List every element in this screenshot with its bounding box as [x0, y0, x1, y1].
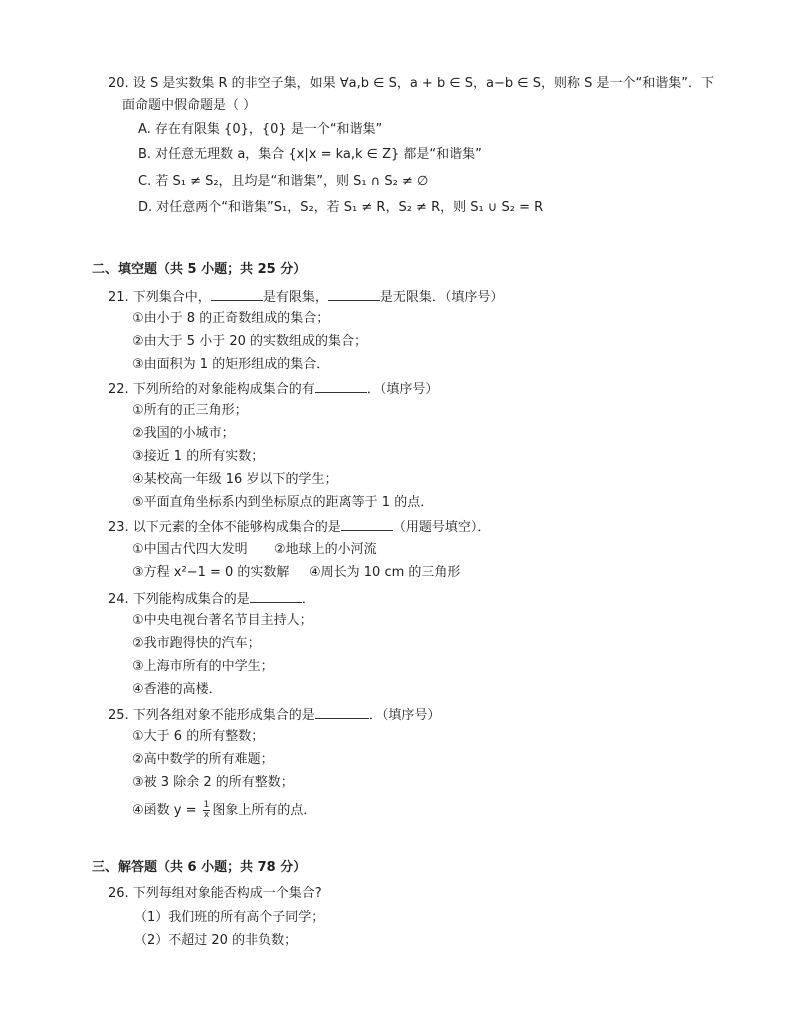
- q20-stem-line2: 面命题中假命题是（ ）: [122, 98, 257, 113]
- q25-item-4-pre: ④函数 y =: [132, 803, 201, 818]
- q25-item-4-post: 图象上所有的点．: [212, 803, 317, 818]
- q25-item-4: [132, 801, 316, 820]
- q20-option-c: C. 若 S₁ ≠ S₂，且均是“和谐集”，则 S₁ ∩ S₂ ≠ ∅: [138, 174, 429, 189]
- q26-item-2: （2）不超过 20 的非负数；: [134, 933, 298, 948]
- q26-stem: 26. 下列每组对象能否构成一个集合?: [108, 886, 322, 901]
- q23-pre: 23. 以下元素的全体不能够构成集合的是: [108, 520, 341, 535]
- q25-item-1: ①大于 6 的所有整数；: [132, 729, 265, 744]
- q23-item-2: ②地球上的小河流: [274, 542, 377, 557]
- q24-item-1: ①中央电视台著名节目主持人；: [132, 613, 313, 628]
- q22-item-2: ②我国的小城市；: [132, 426, 235, 441]
- q24-blank[interactable]: [250, 590, 302, 603]
- q25-blank[interactable]: [315, 706, 369, 719]
- q24-stem: [108, 590, 315, 608]
- q23-item-3: ③方程 x²−1 = 0 的实数解: [132, 565, 290, 580]
- q23-blank[interactable]: [341, 518, 393, 531]
- q22-item-3: ③接近 1 的所有实数；: [132, 449, 265, 464]
- q25-stem: [108, 706, 440, 724]
- fraction-numerator: 1: [203, 800, 210, 810]
- q22-item-5: ⑤平面直角坐标系内到坐标原点的距离等于 1 的点．: [132, 495, 434, 510]
- q23-post: （用题号填空）．: [392, 520, 491, 535]
- q24-post: ．: [301, 592, 315, 607]
- q21-pre: 21. 下列集合中，: [108, 290, 211, 305]
- q20-stem-line1: 20. 设 S 是实数集 R 的非空子集，如果 ∀a,b ∈ S，a + b ∈ S，a−b ∈ S，则称 S 是一个“和谐集”．下: [108, 76, 714, 91]
- q24-item-4: ④香港的高楼．: [132, 682, 222, 697]
- q21-post: 是无限集．（填序号）: [379, 290, 504, 305]
- q25-item-3: ③被 3 除余 2 的所有整数；: [132, 775, 294, 790]
- q21-item-1: ①由小于 8 的正奇数组成的集合；: [132, 311, 330, 326]
- q24-item-3: ③上海市所有的中学生；: [132, 659, 274, 674]
- q20-option-d: D. 对任意两个“和谐集”S₁，S₂，若 S₁ ≠ R，S₂ ≠ R，则 S₁ ∪ S₂ = R: [138, 200, 544, 215]
- q26-item-1: （1）我们班的所有高个子同学；: [134, 910, 325, 925]
- q23-stem: [108, 518, 490, 536]
- q22-item-1: ①所有的正三角形；: [132, 403, 248, 418]
- q22-item-4: ④某校高一年级 16 岁以下的学生；: [132, 472, 338, 487]
- q25-item-2: ②高中数学的所有难题；: [132, 752, 274, 767]
- q23-item-1: ①中国古代四大发明: [132, 542, 248, 557]
- q23-item-4: ④周长为 10 cm 的三角形: [309, 565, 461, 580]
- section-3-title: 三、解答题（共 6 小题；共 78 分）: [92, 860, 307, 875]
- q24-pre: 24. 下列能构成集合的是: [108, 592, 250, 607]
- q21-stem: [108, 288, 503, 306]
- q22-stem: [108, 380, 438, 398]
- q21-mid: 是有限集，: [262, 290, 328, 305]
- fraction-denominator: x: [203, 810, 210, 820]
- q22-post: ．（填序号）: [366, 382, 439, 397]
- q24-item-2: ②我市跑得快的汽车；: [132, 636, 261, 651]
- q20-option-b: B. 对任意无理数 a，集合 {x|x = ka,k ∈ Z} 都是“和谐集”: [138, 147, 482, 162]
- section-2-title: 二、填空题（共 5 小题；共 25 分）: [92, 262, 307, 277]
- q25-post: ．（填序号）: [368, 708, 441, 723]
- q21-item-3: ③由面积为 1 的矩形组成的集合．: [132, 357, 330, 372]
- q21-item-2: ②由大于 5 小于 20 的实数组成的集合；: [132, 334, 367, 349]
- q22-blank[interactable]: [315, 380, 367, 393]
- q22-pre: 22. 下列所给的对象能构成集合的有: [108, 382, 315, 397]
- q25-pre: 25. 下列各组对象不能形成集合的是: [108, 708, 315, 723]
- q20-option-a: A. 存在有限集 {0}，{0} 是一个“和谐集”: [138, 122, 383, 137]
- q21-blank-1[interactable]: [211, 288, 263, 301]
- q21-blank-2[interactable]: [328, 288, 380, 301]
- fraction: [203, 801, 211, 820]
